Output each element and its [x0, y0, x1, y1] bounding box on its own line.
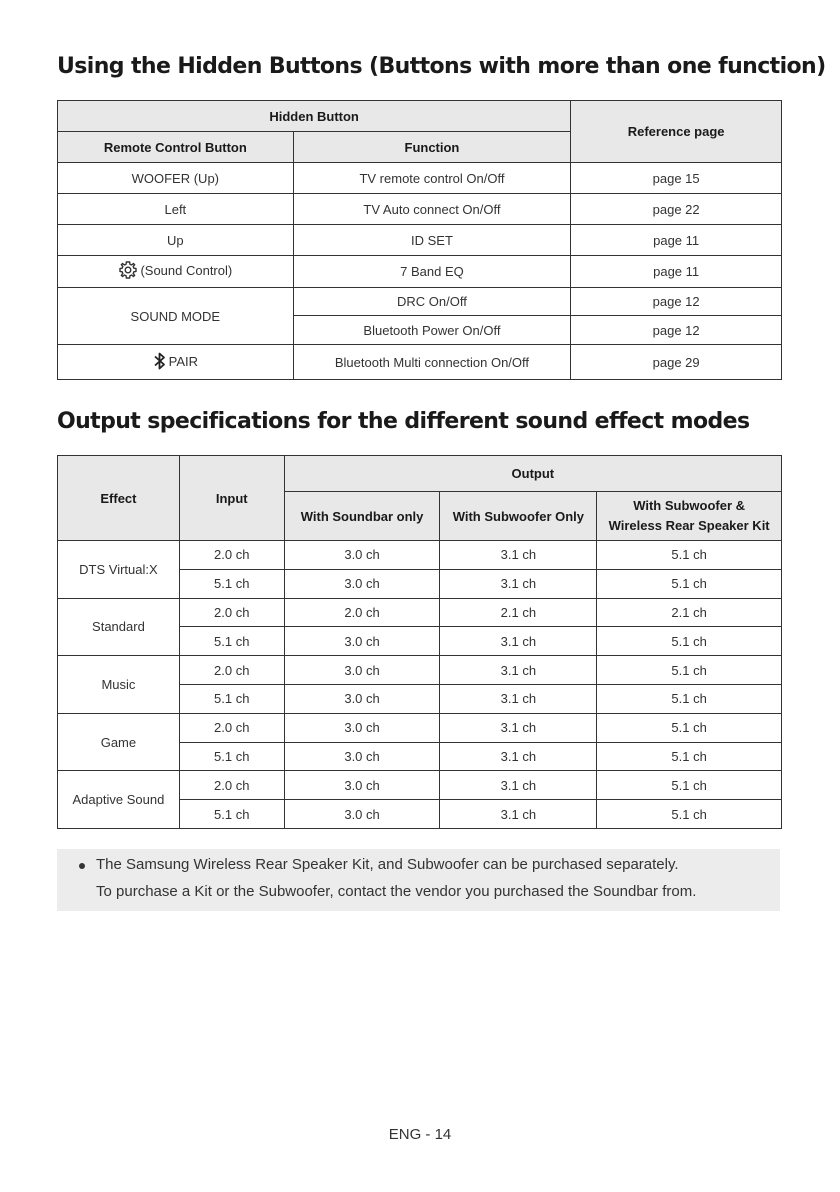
table-row	[58, 256, 782, 288]
function-cell: Bluetooth Multi connection On/Off	[293, 345, 571, 380]
kit-cell: 5.1 ch	[597, 541, 782, 570]
input-cell: 2.0 ch	[179, 541, 284, 570]
effect-cell: Music	[58, 656, 180, 714]
output-specs-table	[57, 455, 782, 829]
soundbar-cell: 2.0 ch	[284, 598, 440, 627]
button-cell	[58, 256, 294, 288]
soundbar-cell: 3.0 ch	[284, 627, 440, 656]
page-cell: page 15	[571, 163, 782, 194]
page-cell: page 12	[571, 316, 782, 345]
effect-cell: Adaptive Sound	[58, 771, 180, 829]
kit-cell: 5.1 ch	[597, 684, 782, 713]
output-specs-title: Output specifications for the different sound effect modes	[57, 409, 750, 434]
button-label: (Sound Control)	[140, 262, 233, 278]
button-cell: SOUND MODE	[58, 288, 294, 345]
subwoofer-cell: 3.1 ch	[440, 771, 597, 800]
button-cell: WOOFER (Up)	[58, 163, 294, 194]
function-cell: DRC On/Off	[293, 288, 571, 316]
subwoofer-kit-header-line1: With Subwoofer &	[633, 498, 746, 513]
kit-cell: 5.1 ch	[597, 800, 782, 829]
page-cell: page 11	[571, 256, 782, 288]
kit-cell: 5.1 ch	[597, 656, 782, 685]
input-cell: 5.1 ch	[179, 800, 284, 829]
subwoofer-cell: 3.1 ch	[440, 742, 597, 771]
output-header: Output	[284, 456, 781, 492]
kit-cell: 5.1 ch	[597, 627, 782, 656]
bullet-icon	[79, 863, 85, 869]
page-number: ENG - 14	[388, 1126, 452, 1143]
page-cell: page 12	[571, 288, 782, 316]
effect-cell: DTS Virtual:X	[58, 541, 180, 599]
function-cell: TV remote control On/Off	[293, 163, 571, 194]
hidden-buttons-title: Using the Hidden Buttons (Buttons with more than one function)	[57, 54, 826, 79]
soundbar-cell: 3.0 ch	[284, 656, 440, 685]
reference-page-header: Reference page	[571, 101, 782, 163]
button-label: PAIR	[168, 353, 199, 369]
note-line-1: The Samsung Wireless Rear Speaker Kit, and Subwoofer can be purchased separately.	[96, 856, 679, 873]
soundbar-cell: 3.0 ch	[284, 569, 440, 598]
table-row	[58, 656, 782, 685]
input-header: Input	[179, 456, 284, 541]
note-box	[57, 849, 780, 911]
hidden-buttons-table	[57, 100, 782, 380]
input-cell: 2.0 ch	[179, 771, 284, 800]
soundbar-cell: 3.0 ch	[284, 684, 440, 713]
table-row	[58, 598, 782, 627]
table-row	[58, 225, 782, 256]
subwoofer-cell: 2.1 ch	[440, 598, 597, 627]
kit-cell: 5.1 ch	[597, 713, 782, 742]
subwoofer-cell: 3.1 ch	[440, 569, 597, 598]
subwoofer-cell: 3.1 ch	[440, 541, 597, 570]
input-cell: 2.0 ch	[179, 598, 284, 627]
table-row	[58, 541, 782, 570]
soundbar-only-header: With Soundbar only	[284, 492, 440, 541]
function-cell: ID SET	[293, 225, 571, 256]
soundbar-cell: 3.0 ch	[284, 713, 440, 742]
input-cell: 5.1 ch	[179, 742, 284, 771]
subwoofer-cell: 3.1 ch	[440, 713, 597, 742]
table-row	[58, 288, 782, 316]
input-cell: 5.1 ch	[179, 684, 284, 713]
kit-cell: 5.1 ch	[597, 742, 782, 771]
button-cell: Left	[58, 194, 294, 225]
function-cell: Bluetooth Power On/Off	[293, 316, 571, 345]
button-cell: Up	[58, 225, 294, 256]
kit-cell: 5.1 ch	[597, 569, 782, 598]
input-cell: 5.1 ch	[179, 569, 284, 598]
subwoofer-cell: 3.1 ch	[440, 627, 597, 656]
note-line-2: To purchase a Kit or the Subwoofer, contact the vendor you purchased the Soundbar from.	[96, 883, 697, 900]
page-cell: page 22	[571, 194, 782, 225]
soundbar-cell: 3.0 ch	[284, 541, 440, 570]
bluetooth-icon	[153, 351, 167, 374]
input-cell: 5.1 ch	[179, 627, 284, 656]
effect-cell: Standard	[58, 598, 180, 656]
subwoofer-only-header: With Subwoofer Only	[440, 492, 597, 541]
function-cell: 7 Band EQ	[293, 256, 571, 288]
soundbar-cell: 3.0 ch	[284, 800, 440, 829]
page-cell: page 11	[571, 225, 782, 256]
effect-header: Effect	[58, 456, 180, 541]
page-cell: page 29	[571, 345, 782, 380]
input-cell: 2.0 ch	[179, 656, 284, 685]
soundbar-cell: 3.0 ch	[284, 742, 440, 771]
function-header: Function	[293, 132, 571, 163]
table-row	[58, 194, 782, 225]
soundbar-cell: 3.0 ch	[284, 771, 440, 800]
subwoofer-cell: 3.1 ch	[440, 800, 597, 829]
subwoofer-kit-header	[597, 492, 782, 541]
table-row	[58, 713, 782, 742]
effect-cell: Game	[58, 713, 180, 771]
hidden-button-header: Hidden Button	[58, 101, 571, 132]
table-row	[58, 771, 782, 800]
button-cell	[58, 345, 294, 380]
remote-control-button-header: Remote Control Button	[58, 132, 294, 163]
gear-icon	[118, 260, 138, 283]
table-row	[58, 163, 782, 194]
table-row	[58, 345, 782, 380]
function-cell: TV Auto connect On/Off	[293, 194, 571, 225]
subwoofer-cell: 3.1 ch	[440, 656, 597, 685]
kit-cell: 5.1 ch	[597, 771, 782, 800]
subwoofer-kit-header-line2: Wireless Rear Speaker Kit	[608, 518, 770, 533]
input-cell: 2.0 ch	[179, 713, 284, 742]
subwoofer-cell: 3.1 ch	[440, 684, 597, 713]
kit-cell: 2.1 ch	[597, 598, 782, 627]
